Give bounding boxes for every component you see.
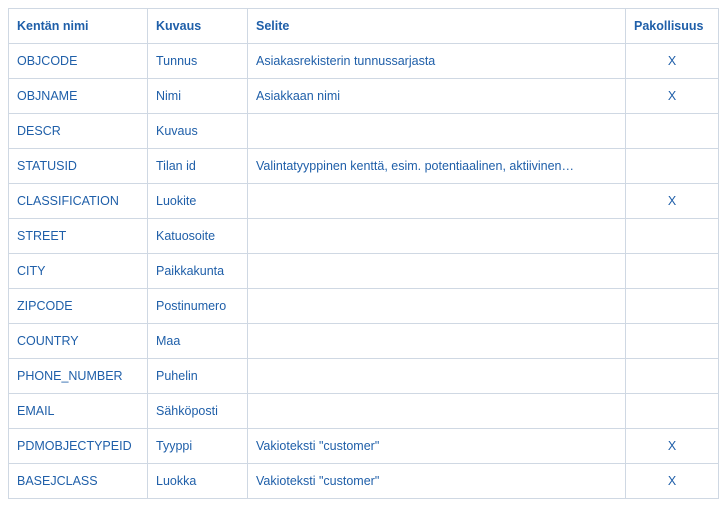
cell-required: X [626,429,719,464]
table-row [9,464,719,499]
cell-required [626,289,719,324]
cell-description: Luokka [148,464,248,499]
cell-description: Postinumero [148,289,248,324]
cell-field-name: DESCR [9,114,148,149]
cell-field-name: PDMOBJECTYPEID [9,429,148,464]
cell-field-name: PHONE_NUMBER [9,359,148,394]
table-row [9,219,719,254]
cell-explanation: Valintatyyppinen kenttä, esim. potentiaalinen, aktiivinen… [248,149,626,184]
table-header-row [9,9,719,44]
cell-field-name: CITY [9,254,148,289]
cell-required [626,149,719,184]
cell-description: Luokite [148,184,248,219]
cell-description: Maa [148,324,248,359]
table-row [9,359,719,394]
cell-field-name: COUNTRY [9,324,148,359]
cell-field-name: OBJNAME [9,79,148,114]
cell-field-name: CLASSIFICATION [9,184,148,219]
cell-required [626,394,719,429]
cell-description: Tyyppi [148,429,248,464]
cell-description: Katuosoite [148,219,248,254]
table-row [9,324,719,359]
cell-required [626,359,719,394]
table-row [9,184,719,219]
table-body [9,44,719,499]
cell-field-name: OBJCODE [9,44,148,79]
cell-field-name: STATUSID [9,149,148,184]
column-header-explanation: Selite [248,9,626,44]
cell-explanation [248,114,626,149]
cell-description: Sähköposti [148,394,248,429]
column-header-required: Pakollisuus [626,9,719,44]
cell-field-name: EMAIL [9,394,148,429]
table-row [9,114,719,149]
cell-explanation [248,324,626,359]
cell-explanation [248,219,626,254]
cell-description: Kuvaus [148,114,248,149]
table-row [9,429,719,464]
cell-description: Nimi [148,79,248,114]
cell-field-name: BASEJCLASS [9,464,148,499]
table-header [9,9,719,44]
cell-field-name: ZIPCODE [9,289,148,324]
cell-explanation: Vakioteksti "customer" [248,464,626,499]
cell-required [626,254,719,289]
cell-explanation [248,184,626,219]
cell-required [626,324,719,359]
cell-explanation [248,289,626,324]
table-row [9,254,719,289]
cell-required: X [626,464,719,499]
cell-explanation [248,359,626,394]
table-row [9,149,719,184]
table-row [9,79,719,114]
cell-explanation: Asiakasrekisterin tunnussarjasta [248,44,626,79]
cell-explanation: Asiakkaan nimi [248,79,626,114]
cell-explanation [248,254,626,289]
table-row [9,44,719,79]
cell-required: X [626,184,719,219]
cell-required: X [626,44,719,79]
cell-required: X [626,79,719,114]
column-header-field-name: Kentän nimi [9,9,148,44]
cell-required [626,114,719,149]
cell-required [626,219,719,254]
field-definition-table [8,8,719,499]
cell-explanation [248,394,626,429]
cell-field-name: STREET [9,219,148,254]
column-header-description: Kuvaus [148,9,248,44]
cell-explanation: Vakioteksti "customer" [248,429,626,464]
cell-description: Tilan id [148,149,248,184]
cell-description: Paikkakunta [148,254,248,289]
table-row [9,289,719,324]
table-row [9,394,719,429]
cell-description: Puhelin [148,359,248,394]
cell-description: Tunnus [148,44,248,79]
